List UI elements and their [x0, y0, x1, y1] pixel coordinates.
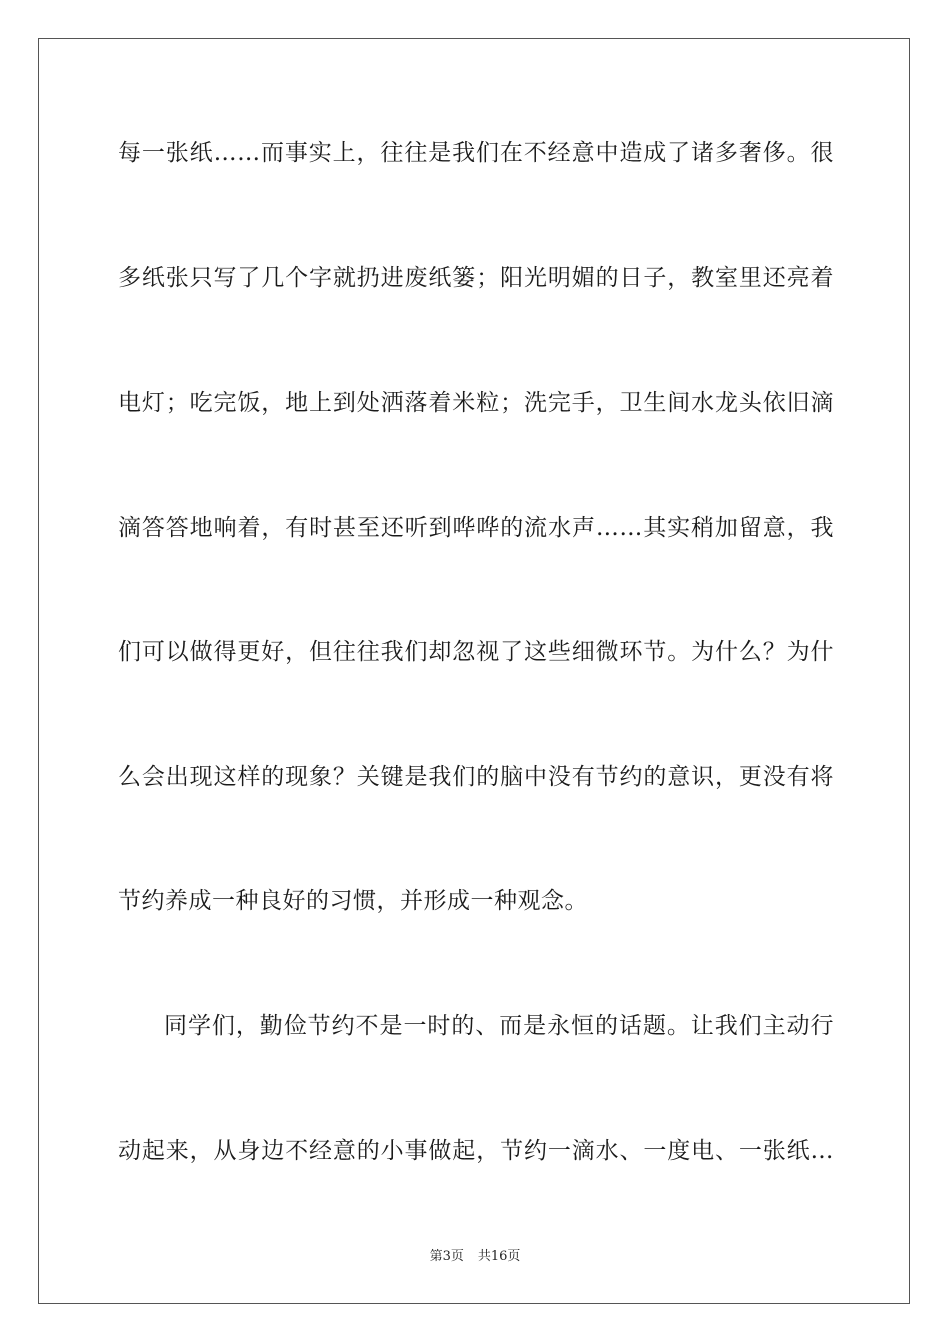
body-line-4: 滴答答地响着，有时甚至还听到哗哗的流水声……其实稍加留意，我 — [118, 515, 834, 541]
page-total: 共16页 — [477, 1249, 521, 1264]
page-footer — [0, 1248, 950, 1266]
body-line-7-paragraph-end: 节约养成一种良好的习惯，并形成一种观念。 — [118, 888, 588, 914]
body-line-5: 们可以做得更好，但往往我们却忽视了这些细微环节。为什么？为什 — [118, 639, 834, 665]
body-line-8-paragraph-start: 同学们，勤俭节约不是一时的、而是永恒的话题。让我们主动行 — [164, 1013, 834, 1039]
body-line-9: 动起来，从身边不经意的小事做起，节约一滴水、一度电、一张纸… — [118, 1138, 834, 1164]
body-line-6: 么会出现这样的现象？关键是我们的脑中没有节约的意识，更没有将 — [118, 764, 834, 790]
page-number: 第3页 — [429, 1249, 464, 1264]
page-border — [38, 38, 910, 1304]
body-line-2: 多纸张只写了几个字就扔进废纸篓；阳光明媚的日子，教室里还亮着 — [118, 265, 834, 291]
body-line-1: 每一张纸……而事实上，往往是我们在不经意中造成了诸多奢侈。很 — [118, 140, 834, 166]
body-line-3: 电灯；吃完饭，地上到处洒落着米粒；洗完手，卫生间水龙头依旧滴 — [118, 390, 834, 416]
